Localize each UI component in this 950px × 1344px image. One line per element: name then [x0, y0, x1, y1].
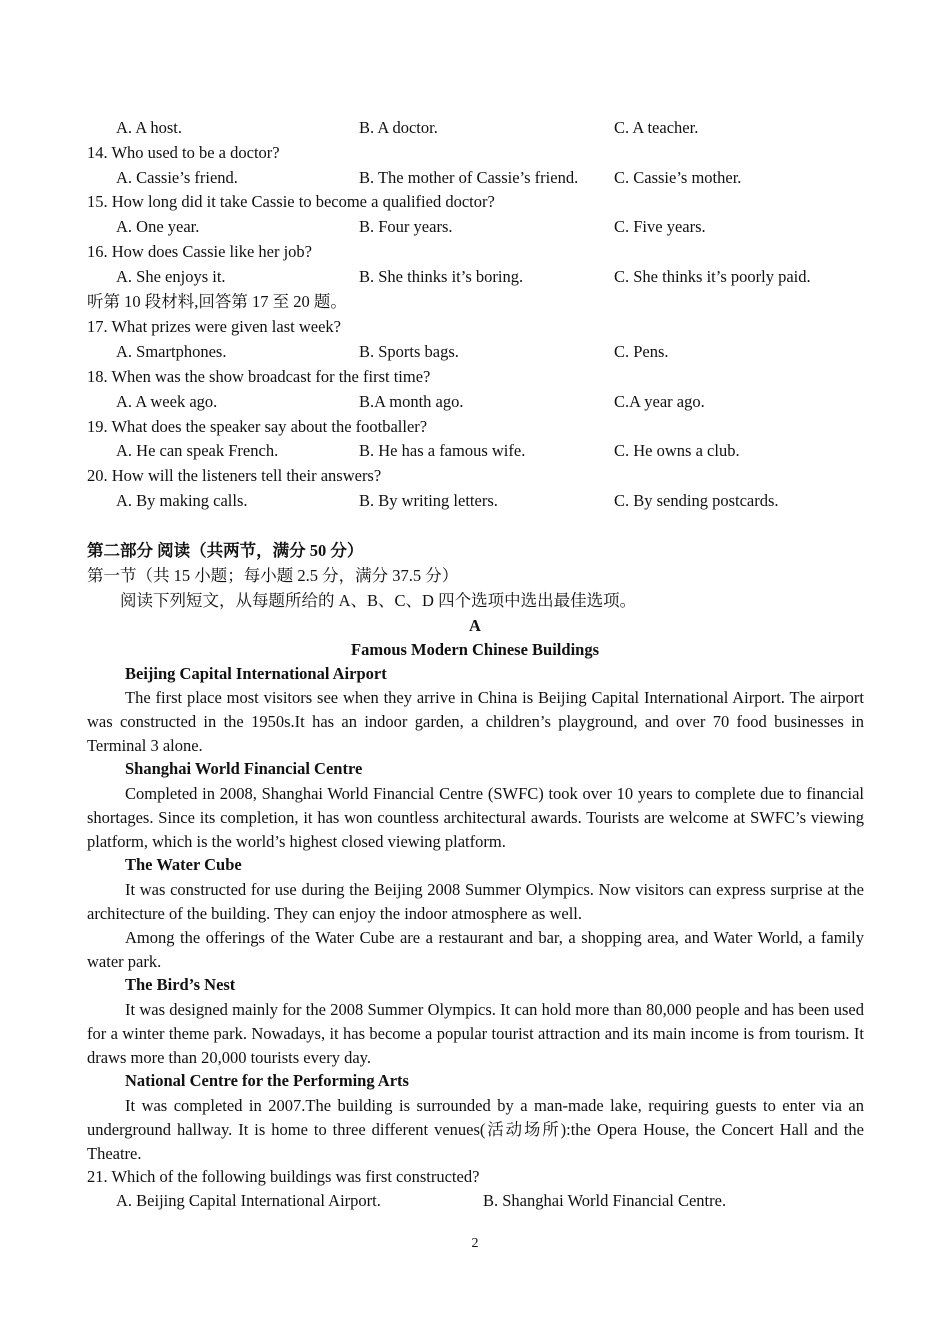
q16-option-b: B. She thinks it’s boring. [359, 267, 524, 286]
passage-title: Famous Modern Chinese Buildings [351, 640, 599, 659]
q18-option-a: A. A week ago. [116, 392, 218, 411]
q15-option-b: B. Four years. [359, 217, 453, 236]
heading-birds-nest: The Bird’s Nest [125, 975, 236, 994]
q16-option-c: C. She thinks it’s poorly paid. [614, 267, 811, 286]
part2-title: 第二部分 阅读（共两节，满分 50 分） [87, 541, 364, 560]
q19-option-b: B. He has a famous wife. [359, 441, 526, 460]
q14-stem: 14. Who used to be a doctor? [87, 143, 280, 162]
q15-option-c: C. Five years. [614, 217, 706, 236]
q20-option-a: A. By making calls. [116, 491, 248, 510]
q14-option-b: B. The mother of Cassie’s friend. [359, 168, 579, 187]
para-swfc: Completed in 2008, Shanghai World Financial Centre (SWFC) took over 10 years to complete due to financial shortages. Since its completion, it has won countless architectural awards. Tourists are welcome at SWFC’s viewing platform, which is the world’s highest closed viewing platform. [87, 784, 864, 851]
q21-option-b: B. Shanghai World Financial Centre. [483, 1191, 727, 1210]
q14-option-c: C. Cassie’s mother. [614, 168, 742, 187]
listening-instruction: 听第 10 段材料,回答第 17 至 20 题。 [87, 292, 347, 311]
heading-water-cube: The Water Cube [125, 855, 242, 874]
q19-option-c: C. He owns a club. [614, 441, 740, 460]
q20-option-b: B. By writing letters. [359, 491, 498, 510]
q13-option-a: A. A host. [116, 118, 183, 137]
heading-airport: Beijing Capital International Airport [125, 664, 387, 683]
q15-stem: 15. How long did it take Cassie to become a qualified doctor? [87, 192, 495, 211]
heading-swfc: Shanghai World Financial Centre [125, 759, 363, 778]
q20-stem: 20. How will the listeners tell their answers? [87, 466, 382, 485]
q14-option-a: A. Cassie’s friend. [116, 168, 238, 187]
q17-stem: 17. What prizes were given last week? [87, 317, 341, 336]
q20-option-c: C. By sending postcards. [614, 491, 779, 510]
q17-option-c: C. Pens. [614, 342, 669, 361]
q21-option-a: A. Beijing Capital International Airport. [116, 1191, 381, 1210]
q19-option-a: A. He can speak French. [116, 441, 279, 460]
q18-stem: 18. When was the show broadcast for the first time? [87, 367, 431, 386]
q18-option-c: C.A year ago. [614, 392, 705, 411]
passage-letter: A [469, 616, 481, 635]
q18-option-b: B.A month ago. [359, 392, 464, 411]
page-number: 2 [471, 1236, 479, 1251]
section1-title: 第一节（共 15 小题；每小题 2.5 分，满分 37.5 分） [87, 566, 459, 585]
reading-instruction: 阅读下列短文，从每题所给的 A、B、C、D 四个选项中选出最佳选项。 [120, 591, 637, 610]
para-airport: The first place most visitors see when they arrive in China is Beijing Capital International Airport. The airport was constructed in the 1950s.It has an indoor garden, a children’s playground, and over 70 food businesses in Terminal 3 alone. [87, 688, 864, 755]
para-water-cube-1: It was constructed for use during the Beijing 2008 Summer Olympics. Now visitors can express surprise at the architecture of the building. They can enjoy the indoor atmosphere as well. [87, 880, 864, 923]
q21-stem: 21. Which of the following buildings was first constructed? [87, 1167, 480, 1186]
heading-ncpa: National Centre for the Performing Arts [125, 1071, 409, 1090]
q17-option-a: A. Smartphones. [116, 342, 227, 361]
q13-option-c: C. A teacher. [614, 118, 699, 137]
q16-option-a: A. She enjoys it. [116, 267, 226, 286]
q17-option-b: B. Sports bags. [359, 342, 459, 361]
q15-option-a: A. One year. [116, 217, 200, 236]
para-birds-nest: It was designed mainly for the 2008 Summer Olympics. It can hold more than 80,000 people and has been used for a winter theme park. Nowadays, it has become a popular tourist attraction and its main income is from tourism. It draws more than 20,000 tourists every day. [87, 1000, 864, 1067]
q16-stem: 16. How does Cassie like her job? [87, 242, 312, 261]
para-water-cube-2: Among the offerings of the Water Cube are a restaurant and bar, a shopping area, and Water World, a family water park. [87, 928, 864, 971]
para-ncpa: It was completed in 2007.The building is surrounded by a man-made lake, requiring guests to enter via an underground hallway. It is home to three different venues(活动场所):the Opera House, the Concert Hall and the Theatre. [87, 1096, 864, 1163]
q19-stem: 19. What does the speaker say about the footballer? [87, 417, 428, 436]
q13-option-b: B. A doctor. [359, 118, 438, 137]
